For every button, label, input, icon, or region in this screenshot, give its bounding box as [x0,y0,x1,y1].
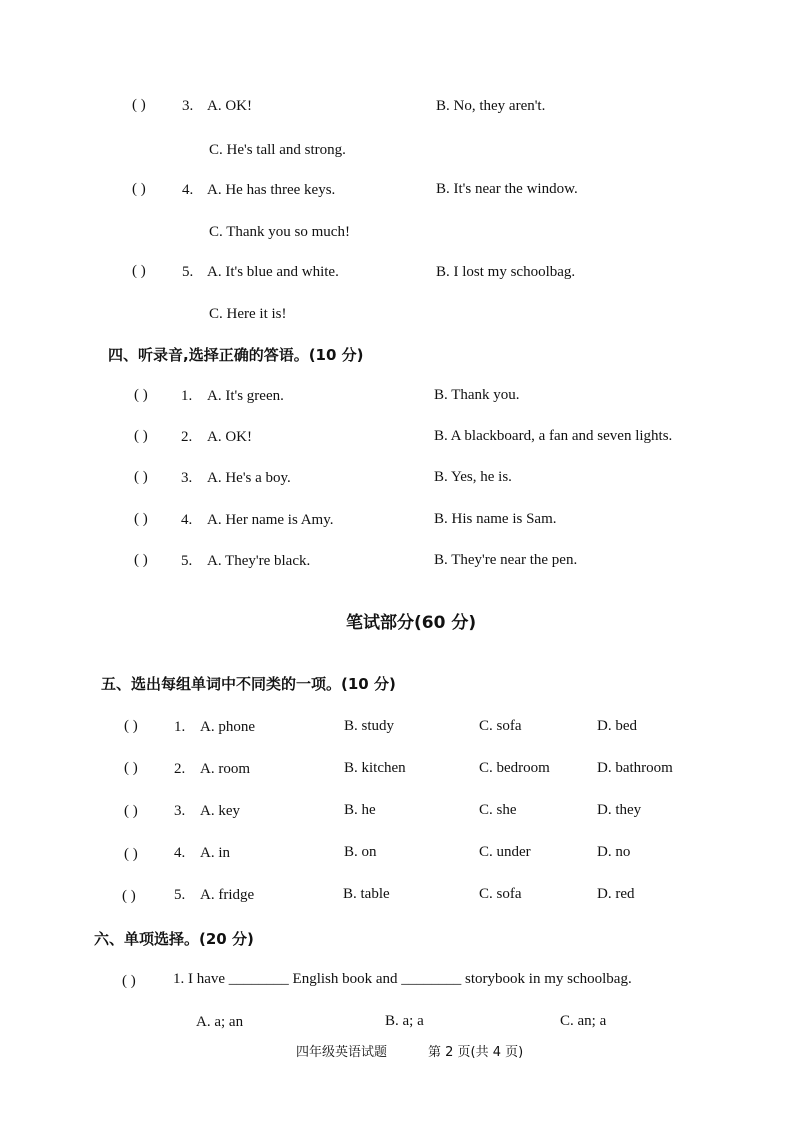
answer-bracket: ( ) [134,511,148,527]
option-a: A. It's blue and white. [207,264,339,280]
question-number: 4. [174,845,186,861]
answer-bracket: ( ) [124,803,138,819]
question-number: 5. [182,264,194,280]
option-b: B. he [344,802,376,818]
option-c: C. bedroom [479,760,550,776]
answer-bracket: ( ) [124,718,138,734]
option-a: A. It's green. [207,388,284,404]
option-b: B. They're near the pen. [434,552,578,568]
option-d: D. no [597,844,631,860]
option-a: A. key [200,803,240,819]
option-a: A. OK! [207,98,252,114]
option-b: B. table [343,886,390,902]
option-a: A. He has three keys. [207,182,336,198]
question-number: 4. [181,512,193,528]
footer-page-number: 第 2 页(共 4 页) [428,1045,524,1060]
answer-bracket: ( ) [122,973,136,989]
question-number: 3. [181,470,193,486]
answer-bracket: ( ) [124,760,138,776]
answer-bracket: ( ) [134,387,148,403]
answer-bracket: ( ) [124,846,138,862]
question-number: 3. [174,803,186,819]
question-number: 2. [181,429,193,445]
answer-bracket: ( ) [134,469,148,485]
option-b: B. Thank you. [434,387,520,403]
answer-bracket: ( ) [132,181,146,197]
option-a: A. phone [200,719,255,735]
option-d: D. bathroom [597,760,673,776]
option-c: C. He's tall and strong. [209,142,346,158]
option-d: D. they [597,802,642,818]
option-c: C. under [479,844,531,860]
option-d: D. red [597,886,635,902]
option-a: A. a; an [196,1014,244,1030]
question-number: 3. [182,98,194,114]
option-b: B. It's near the window. [436,181,578,197]
option-a: A. in [200,845,230,861]
answer-bracket: ( ) [134,428,148,444]
option-a: A. Her name is Amy. [207,512,334,528]
option-b: B. on [344,844,377,860]
option-a: A. He's a boy. [207,470,291,486]
question-number: 2. [174,761,186,777]
option-a: A. OK! [207,429,252,445]
option-b: B. a; a [385,1013,424,1029]
option-a: A. fridge [200,887,255,903]
question-number: 5. [181,553,193,569]
option-b: B. No, they aren't. [436,98,546,114]
written-part-title: 笔试部分(60 分) [346,613,477,633]
option-c: C. sofa [479,718,522,734]
question-number: 5. [174,887,186,903]
option-a: A. room [200,761,250,777]
answer-bracket: ( ) [132,263,146,279]
option-b: B. A blackboard, a fan and seven lights. [434,428,673,444]
question-number: 1. [181,388,193,404]
section-heading: 四、听录音,选择正确的答语。(10 分) [108,346,364,364]
answer-bracket: ( ) [132,97,146,113]
option-d: D. bed [597,718,637,734]
answer-bracket: ( ) [122,888,136,904]
option-c: C. Thank you so much! [209,224,350,240]
option-b: B. Yes, he is. [434,469,512,485]
option-c: C. sofa [479,886,522,902]
option-c: C. she [479,802,517,818]
answer-bracket: ( ) [134,552,148,568]
footer-subject: 四年级英语试题 [296,1045,388,1060]
section-heading: 六、单项选择。(20 分) [94,930,254,948]
option-b: B. kitchen [344,760,406,776]
option-b: B. His name is Sam. [434,511,557,527]
option-b: B. I lost my schoolbag. [436,264,576,280]
option-b: B. study [344,718,395,734]
option-c: C. an; a [560,1013,607,1029]
question-number: 1. [174,719,186,735]
option-c: C. Here it is! [209,306,287,322]
option-a: A. They're black. [207,553,311,569]
section-heading: 五、选出每组单词中不同类的一项。(10 分) [101,675,396,693]
question-number: 4. [182,182,194,198]
question-stem: 1. I have ________ English book and ________ storybook in my schoolbag. [173,971,632,987]
